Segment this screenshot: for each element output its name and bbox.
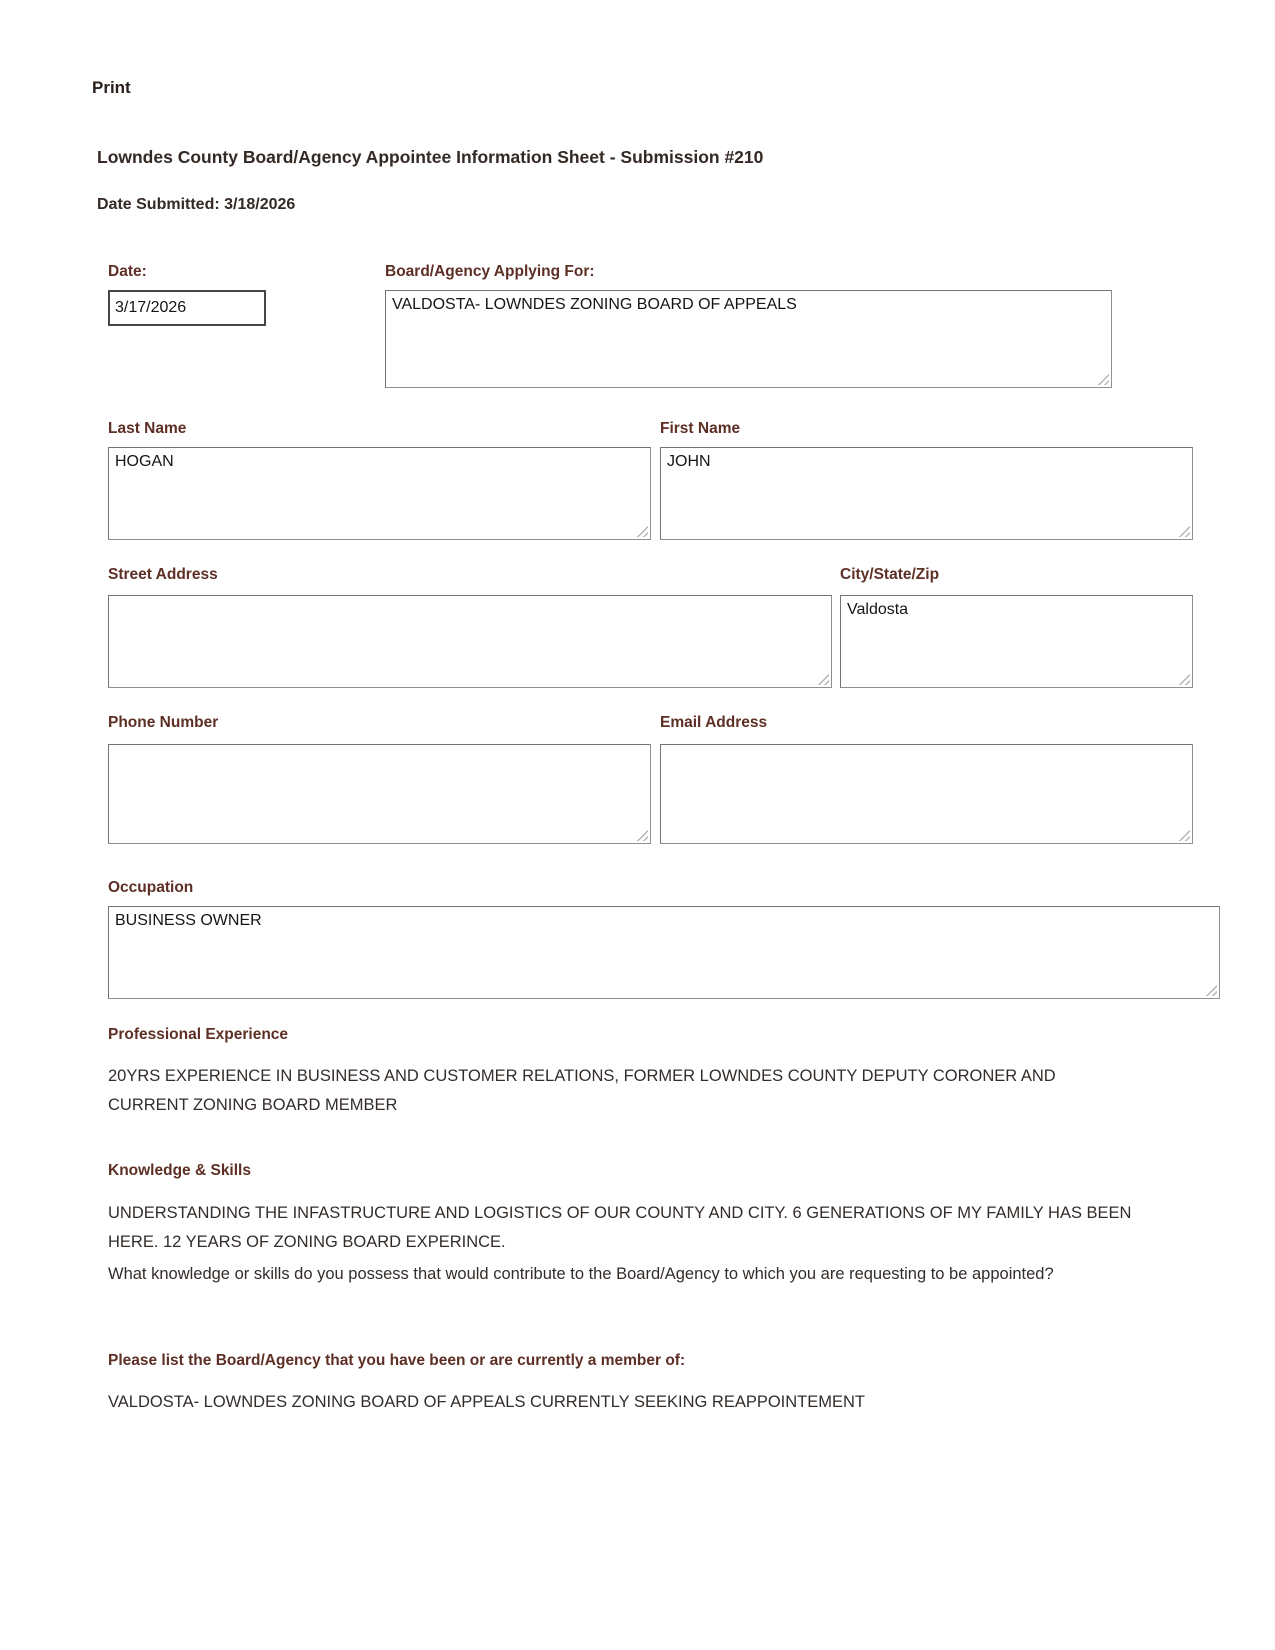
knowledge-skills-text: UNDERSTANDING THE INFASTRUCTURE AND LOGISTICS OF OUR COUNTY AND CITY. 6 GENERATIONS OF MY FAMILY HAS BEEN HERE. 12 YEARS OF ZONING BOARD EXPERINCE. [108,1204,1132,1251]
date-field-wrap [108,290,266,326]
board-agency-field-wrap [385,290,1112,388]
phone-label: Phone Number [108,714,219,731]
last-name-textarea[interactable] [108,447,651,540]
street-address-field-wrap [108,595,832,688]
first-name-field-wrap [660,447,1193,540]
professional-experience-heading: Professional Experience [108,1026,289,1043]
phone-field-wrap [108,744,651,844]
first-name-textarea[interactable] [660,447,1193,540]
date-submitted-text: Date Submitted: 3/18/2026 [97,196,296,213]
board-agency-label: Board/Agency Applying For: [385,263,595,280]
street-address-textarea[interactable] [108,595,832,688]
email-textarea[interactable] [660,744,1193,844]
knowledge-skills-heading: Knowledge & Skills [108,1162,251,1179]
phone-textarea[interactable] [108,744,651,844]
page-title: Lowndes County Board/Agency Appointee Information Sheet - Submission #210 [97,147,764,167]
knowledge-skills-question: What knowledge or skills do you possess that would contribute to the Board/Agency to which you are requesting to be appointed? [108,1265,1054,1283]
membership-text: VALDOSTA- LOWNDES ZONING BOARD OF APPEALS CURRENTLY SEEKING REAPPOINTEMENT [108,1393,866,1411]
city-state-zip-label: City/State/Zip [840,566,940,583]
occupation-textarea[interactable] [108,906,1220,999]
print-link[interactable]: Print [92,78,131,97]
date-label: Date: [108,263,147,280]
first-name-label: First Name [660,420,741,437]
city-state-zip-field-wrap [840,595,1193,688]
email-field-wrap [660,744,1193,844]
last-name-field-wrap [108,447,651,540]
occupation-label: Occupation [108,879,194,896]
city-state-zip-textarea[interactable] [840,595,1193,688]
date-input[interactable] [108,290,266,326]
professional-experience-text: 20YRS EXPERIENCE IN BUSINESS AND CUSTOMER RELATIONS, FORMER LOWNDES COUNTY DEPUTY CORONER AND CURRENT ZONING BOARD MEMBER [108,1067,1056,1114]
membership-heading: Please list the Board/Agency that you have been or are currently a member of: [108,1352,686,1369]
street-address-label: Street Address [108,566,218,583]
occupation-field-wrap [108,906,1220,999]
email-label: Email Address [660,714,768,731]
board-agency-textarea[interactable] [385,290,1112,388]
last-name-label: Last Name [108,420,187,437]
